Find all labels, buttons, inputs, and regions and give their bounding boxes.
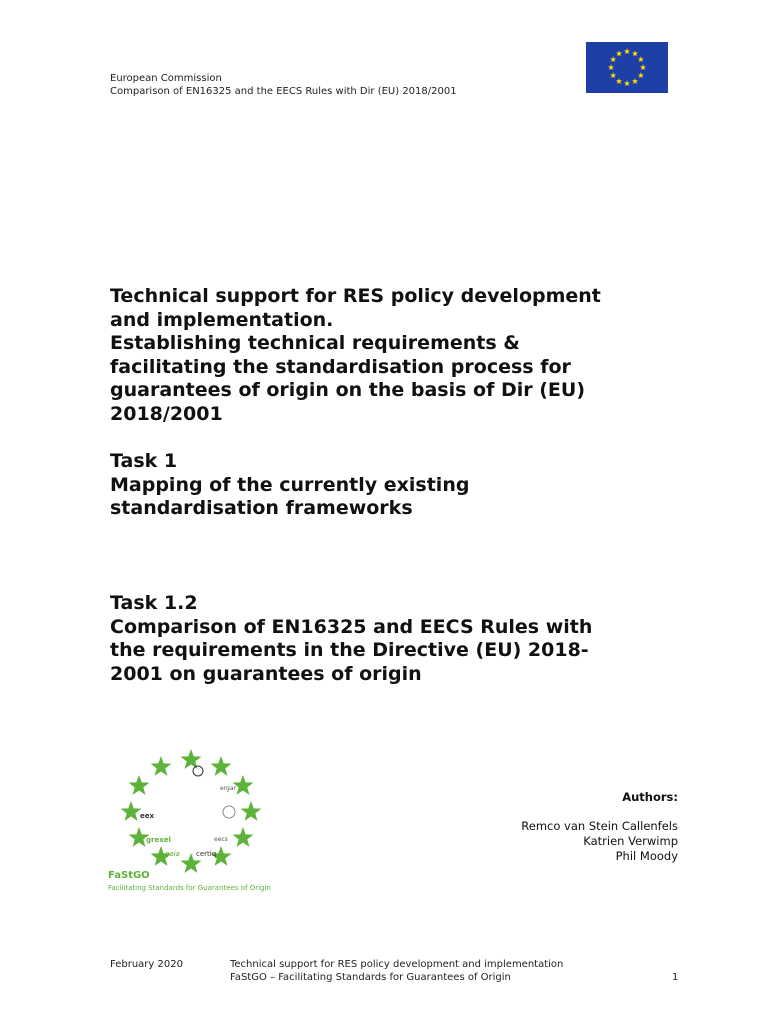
eu-flag-icon	[586, 42, 668, 93]
partner-ergar: ergar	[220, 785, 237, 792]
eu-star-icon	[638, 72, 644, 78]
eu-star-icon	[638, 56, 644, 62]
main-title	[110, 285, 601, 426]
author-name: Katrien Verwimp	[583, 834, 678, 848]
authors-block	[521, 790, 678, 864]
task12-line: Task 1.2	[110, 592, 198, 614]
title-line: and implementation.	[110, 308, 334, 331]
title-line: 2018/2001	[110, 402, 223, 425]
author-name: Remco van Stein Callenfels	[521, 819, 678, 833]
eu-star-icon	[624, 80, 630, 86]
partner-certiq: certiq	[196, 850, 217, 858]
eu-star-icon	[632, 50, 638, 56]
footer-line1: Technical support for RES policy development and implementation	[230, 959, 564, 970]
author-name: Phil Moody	[615, 849, 678, 863]
task1-line: standardisation frameworks	[110, 497, 413, 519]
eu-star-icon	[624, 48, 630, 54]
partner-eecs: eecs	[214, 836, 228, 843]
eu-star-icon	[610, 56, 616, 62]
task1-line: Mapping of the currently existing	[110, 473, 470, 496]
task1-line: Task 1	[110, 450, 178, 472]
authors-label: Authors:	[622, 790, 678, 804]
eu-star-icon	[610, 72, 616, 78]
title-line: facilitating the standardisation process for	[110, 355, 571, 378]
footer-date: February 2020	[110, 959, 183, 970]
partner-sun-icon	[193, 766, 203, 776]
fastgo-logo	[108, 740, 288, 900]
task12-line: the requirements in the Directive (EU) 2018-	[110, 639, 589, 661]
logo-star-icon	[129, 775, 150, 795]
eu-star-icon	[616, 50, 622, 56]
logo-star-icon	[151, 756, 172, 776]
partner-grexel: grexel	[146, 836, 171, 844]
title-line: guarantees of origin on the basis of Dir (EU)	[110, 379, 586, 401]
header-subtitle: Comparison of EN16325 and the EECS Rules with Dir (EU) 2018/2001	[110, 86, 457, 97]
title-line: Establishing technical requirements &	[110, 332, 520, 354]
task1-heading	[110, 450, 469, 521]
task12-line: 2001 on guarantees of origin	[110, 662, 422, 685]
partner-eex: eex	[140, 812, 155, 820]
header-org: European Commission	[110, 73, 222, 84]
document-header	[110, 72, 457, 98]
page-number: 1	[672, 972, 679, 983]
logo-tagline: Facilitating Standards for Guarantees of Origin	[108, 884, 271, 892]
logo-star-icon	[211, 756, 232, 776]
title-line: Technical support for RES policy development	[110, 285, 601, 307]
task12-heading	[110, 592, 592, 686]
eu-star-icon	[640, 64, 646, 70]
eu-star-icon	[632, 78, 638, 84]
partner-h-icon	[223, 806, 235, 818]
eu-star-icon	[616, 78, 622, 84]
logo-star-icon	[241, 801, 262, 821]
footer-text	[230, 958, 563, 984]
logo-star-icon	[233, 827, 254, 847]
logo-star-icon	[121, 801, 142, 821]
eu-star-icon	[608, 64, 614, 70]
logo-name: FaStGO	[108, 870, 150, 881]
task12-line: Comparison of EN16325 and EECS Rules with	[110, 615, 593, 638]
footer-line2: FaStGO – Facilitating Standards for Guarantees of Origin	[230, 972, 511, 983]
partner-gaia: gaia	[165, 850, 180, 858]
